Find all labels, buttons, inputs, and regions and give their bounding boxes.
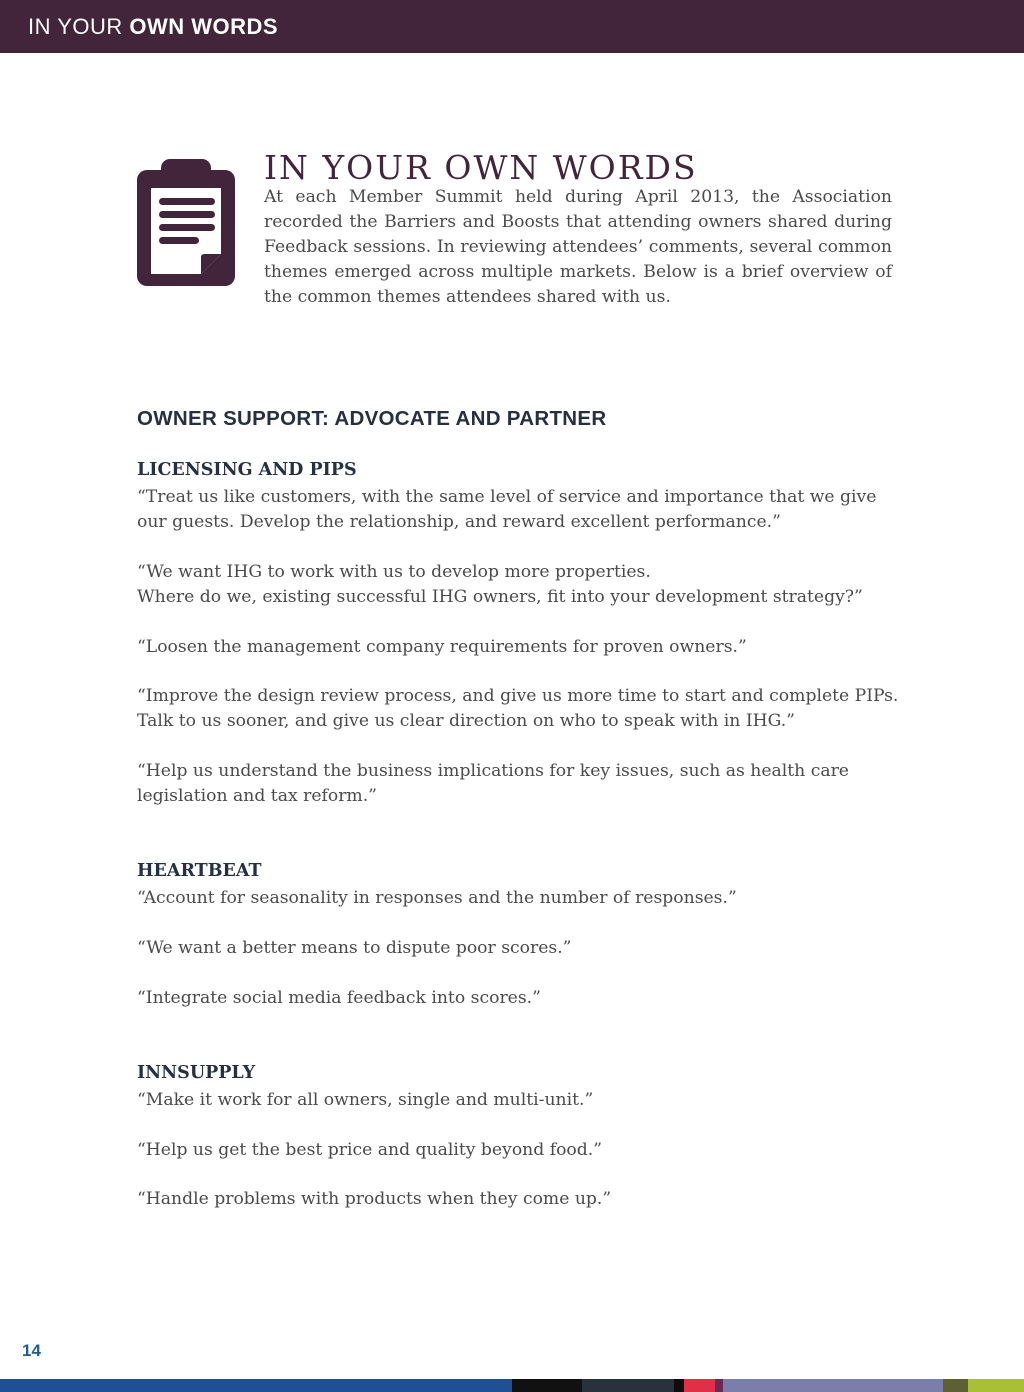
color-bar-segment	[582, 1379, 674, 1392]
quote-line: Talk to us sooner, and give us clear direction on who to speak with in IHG.”	[137, 711, 795, 731]
quote-line: “We want a better means to dispute poor scores.”	[137, 938, 572, 958]
licensing-quote	[137, 485, 897, 535]
licensing-quote	[137, 759, 897, 809]
innsupply-quote	[137, 1187, 897, 1212]
color-bar-segment	[943, 1379, 968, 1392]
licensing-quote	[137, 560, 897, 610]
heartbeat-heading: HEARTBEAT	[137, 861, 262, 881]
color-bar-segment	[674, 1379, 684, 1392]
intro-title: IN YOUR OWN WORDS	[264, 148, 698, 187]
color-bar-segment	[715, 1379, 723, 1392]
licensing-quote	[137, 635, 897, 660]
color-bar-segment	[968, 1379, 1024, 1392]
quote-line: “Treat us like customers, with the same level of service and importance that we give	[137, 487, 877, 507]
innsupply-quote	[137, 1138, 897, 1163]
quote-line: “Help us get the best price and quality beyond food.”	[137, 1140, 603, 1160]
licensing-heading: LICENSING AND PIPS	[137, 460, 357, 480]
header-title	[28, 14, 278, 40]
section-heading: OWNER SUPPORT: ADVOCATE AND PARTNER	[137, 407, 607, 430]
quote-line: “Make it work for all owners, single and multi-unit.”	[137, 1090, 594, 1110]
color-bar-segment	[512, 1379, 582, 1392]
color-bar-segment	[0, 1379, 512, 1392]
intro-line: themes attendees shared with us.	[377, 287, 671, 307]
color-bar-segment	[723, 1379, 943, 1392]
quote-line: “Handle problems with products when they come up.”	[137, 1189, 612, 1209]
intro-line: emerged across multiple markets. Below is a brief overview of the common	[264, 262, 892, 307]
footer-color-bar	[0, 1379, 1024, 1392]
quote-line: “Integrate social media feedback into scores.”	[137, 988, 541, 1008]
clipboard-line	[159, 198, 215, 205]
header-title-light: IN YOUR	[28, 14, 130, 39]
intro-line: the Barriers and Boosts that attending owners shared during Feedback	[264, 212, 892, 257]
header-title-bold: OWN WORDS	[129, 14, 279, 39]
licensing-quote	[137, 684, 897, 734]
color-bar-segment	[684, 1379, 715, 1392]
clipboard-line	[159, 237, 199, 244]
quote-line: Where do we, existing successful IHG owners, fit into your development strategy?”	[137, 587, 863, 607]
intro-line: sessions. In reviewing attendees’ comments, several common themes	[264, 237, 892, 282]
quote-line: “Help us understand the business implications for key issues, such as health care	[137, 761, 849, 781]
innsupply-quote	[137, 1088, 897, 1113]
intro-line: At each Member Summit held during April 2013, the Association recorded	[264, 187, 892, 232]
clipboard-icon	[137, 158, 235, 286]
clipboard-line	[159, 211, 215, 218]
quote-line: our guests. Develop the relationship, and reward excellent performance.”	[137, 512, 781, 532]
quote-line: “We want IHG to work with us to develop more properties.	[137, 562, 651, 582]
page-number: 14	[22, 1341, 41, 1360]
innsupply-heading: INNSUPPLY	[137, 1063, 256, 1083]
quote-line: legislation and tax reform.”	[137, 786, 377, 806]
heartbeat-quote	[137, 886, 897, 911]
intro-paragraph	[264, 185, 892, 310]
quote-line: “Improve the design review process, and give us more time to start and complete PIPs.	[137, 686, 899, 706]
quote-line: “Account for seasonality in responses and the number of responses.”	[137, 888, 737, 908]
quote-line: “Loosen the management company requirements for proven owners.”	[137, 637, 747, 657]
clipboard-line	[159, 224, 215, 231]
heartbeat-quote	[137, 936, 897, 961]
heartbeat-quote	[137, 986, 897, 1011]
header-band	[0, 0, 1024, 53]
